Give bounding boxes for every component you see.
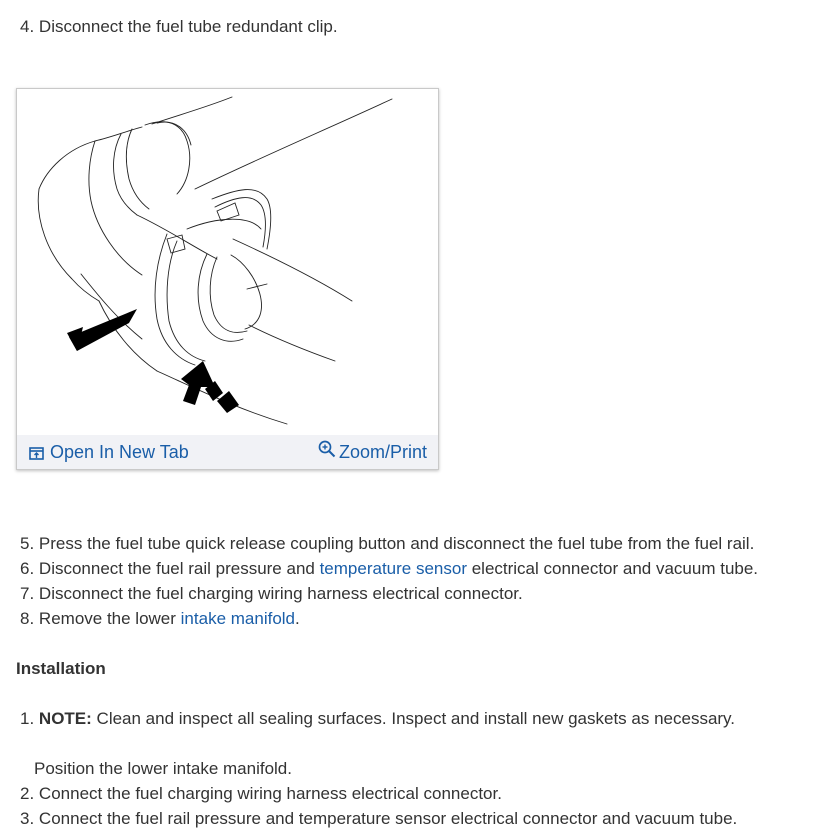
step-text: Press the fuel tube quick release coupling button and disconnect the fuel tube from the fuel rail. <box>38 534 755 553</box>
installation-step-2 <box>20 783 502 805</box>
step-number: 7. <box>20 584 35 603</box>
step-text: Disconnect the fuel rail pressure and <box>38 559 320 578</box>
open-in-new-tab-icon <box>29 447 44 460</box>
removal-step-7 <box>20 583 523 605</box>
zoom-print-label: Zoom/Print <box>339 442 428 462</box>
zoom-print-button[interactable] <box>318 439 427 465</box>
step-text: Connect the fuel charging wiring harness electrical connector. <box>38 784 502 803</box>
fuel-tube-clip-illustration <box>17 89 438 435</box>
figure-fuel-tube-clip <box>16 88 439 470</box>
temperature-sensor-link[interactable]: temperature sensor <box>319 559 467 578</box>
step-text: Remove the lower <box>38 609 181 628</box>
step-text: electrical connector and vacuum tube. <box>466 559 759 578</box>
installation-step-3 <box>20 808 737 830</box>
installation-step-1 <box>20 708 735 730</box>
figure-toolbar <box>17 435 438 469</box>
open-in-new-tab-label: Open In New Tab <box>50 442 189 462</box>
removal-step-5 <box>20 533 754 555</box>
step-text: Disconnect the fuel tube redundant clip. <box>38 17 338 36</box>
step-number: 6. <box>20 559 35 578</box>
zoom-icon <box>318 440 336 458</box>
installation-step-1-detail: Position the lower intake manifold. <box>34 759 292 778</box>
step-text: Clean and inspect all sealing surfaces. Inspect and install new gaskets as necessary. <box>91 709 736 728</box>
installation-heading: Installation <box>16 659 106 678</box>
note-label: NOTE: <box>38 709 92 728</box>
step-number: 3. <box>20 809 35 828</box>
removal-step-8 <box>20 608 300 630</box>
step-number: 8. <box>20 609 35 628</box>
open-in-new-tab-button[interactable] <box>29 439 189 465</box>
step-text: . <box>295 609 300 628</box>
step-text: Disconnect the fuel charging wiring harness electrical connector. <box>38 584 523 603</box>
step-text: Connect the fuel rail pressure and temperature sensor electrical connector and vacuum tube. <box>38 809 738 828</box>
step-number: 4. <box>20 17 35 36</box>
removal-step-6 <box>20 558 758 580</box>
removal-step-4 <box>20 16 338 38</box>
step-number: 5. <box>20 534 35 553</box>
step-number: 2. <box>20 784 35 803</box>
step-number: 1. <box>20 709 35 728</box>
intake-manifold-link[interactable]: intake manifold <box>180 609 295 628</box>
